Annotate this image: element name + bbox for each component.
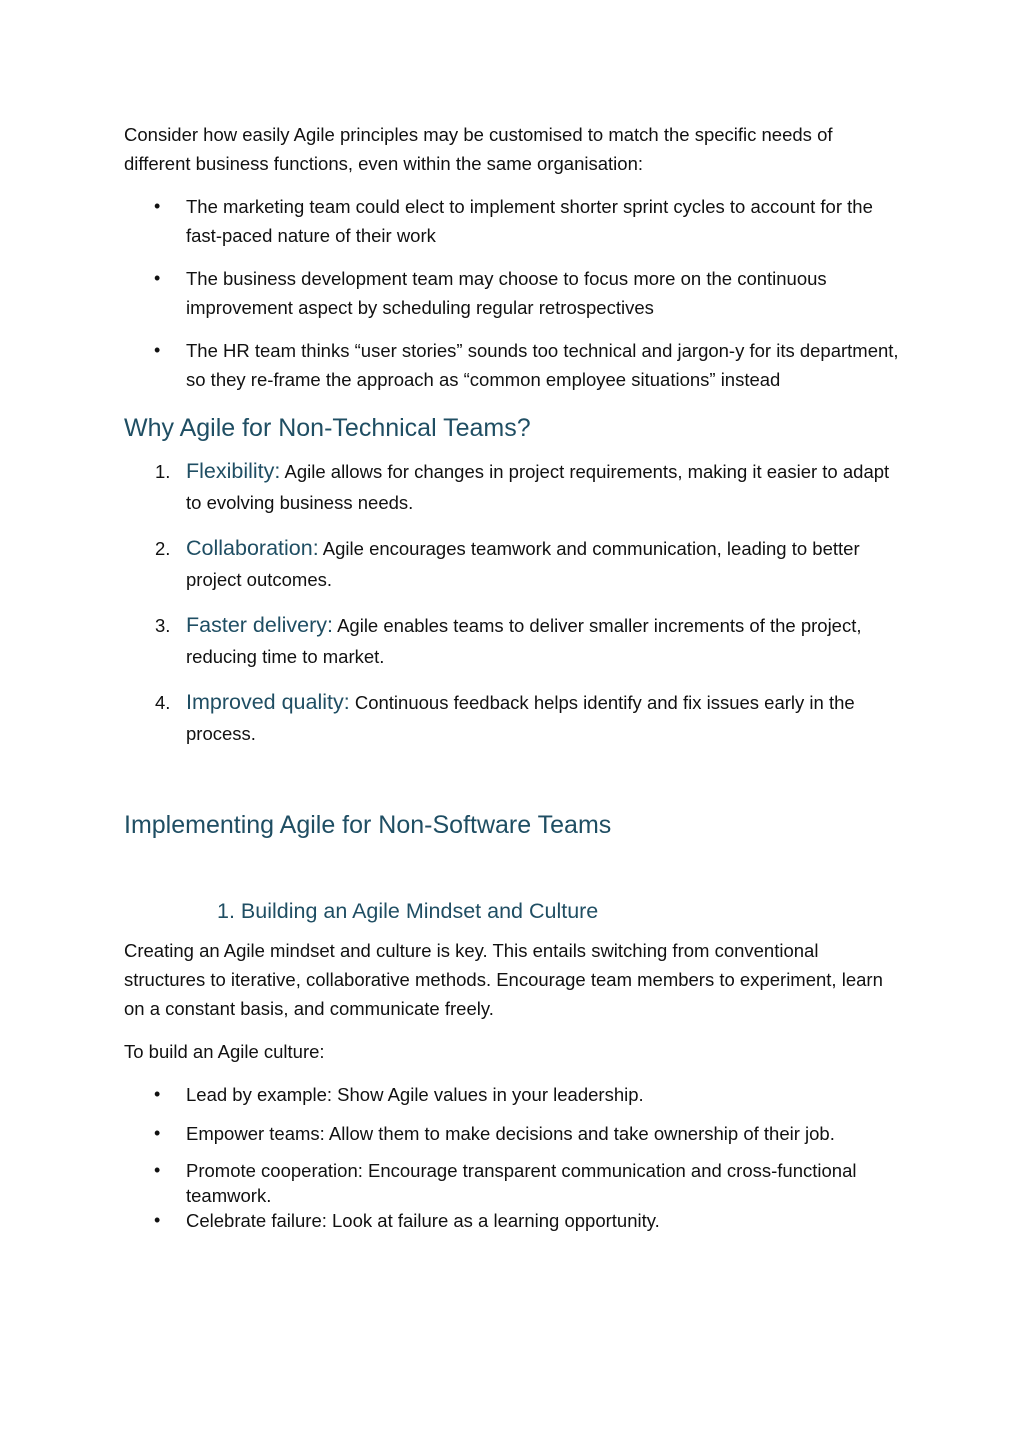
intro-paragraph: Consider how easily Agile principles may be customised to match the specific needs of different business functions, even within the same organisation:	[124, 124, 833, 174]
section-heading-why-agile: Why Agile for Non-Technical Teams?	[124, 414, 531, 442]
list-item: • Lead by example: Show Agile values in your leadership.	[124, 1080, 904, 1109]
list-item: • Promote cooperation: Encourage transparent communication and cross-functional teamwork.	[124, 1158, 904, 1208]
list-text: Agile enables teams to deliver smaller increments of the project, reducing time to market.	[186, 615, 862, 667]
list-item	[124, 610, 904, 672]
list-item: • Celebrate failure: Look at failure as a learning opportunity.	[124, 1208, 904, 1233]
subsection-heading-mindset: 1. Building an Agile Mindset and Culture	[217, 899, 599, 923]
list-number: 3.	[155, 615, 171, 636]
list-item	[124, 687, 904, 749]
list-item: • The HR team thinks “user stories” sounds too technical and jargon-y for its department, so they re-frame the approach as “common employee situations” instead	[124, 336, 904, 394]
section-heading-implementing-agile: Implementing Agile for Non-Software Teams	[124, 811, 612, 839]
list-text: Agile encourages teamwork and communication, leading to better project outcomes.	[186, 538, 860, 590]
intro-bullet-list	[124, 192, 904, 394]
why-agile-numbered-list	[124, 456, 904, 749]
culture-lead-text: To build an Agile culture:	[124, 1041, 325, 1062]
list-term: Collaboration:	[186, 536, 319, 560]
list-item	[124, 456, 904, 518]
list-item: • The business development team may choose to focus more on the continuous improvement aspect by scheduling regular retrospectives	[124, 264, 904, 322]
mindset-paragraph: Creating an Agile mindset and culture is key. This entails switching from conventional structures to iterative, collaborative methods. Encourage team members to experiment, learn on a constant basis, and communicate freely.	[124, 940, 883, 1019]
list-term: Improved quality:	[186, 690, 350, 714]
document-page	[124, 120, 904, 1233]
list-number: 2.	[155, 538, 171, 559]
list-text: Continuous feedback helps identify and fix issues early in the process.	[186, 692, 855, 744]
list-text: Agile allows for changes in project requirements, making it easier to adapt to evolving business needs.	[186, 461, 890, 513]
list-term: Faster delivery:	[186, 613, 333, 637]
list-number: 1.	[155, 461, 171, 482]
list-item: • Empower teams: Allow them to make decisions and take ownership of their job.	[124, 1119, 904, 1148]
list-number: 4.	[155, 692, 171, 713]
culture-bullet-list	[124, 1080, 904, 1233]
list-item: • The marketing team could elect to implement shorter sprint cycles to account for the fast-paced nature of their work	[124, 192, 904, 250]
list-term: Flexibility:	[186, 459, 281, 483]
list-item	[124, 533, 904, 595]
